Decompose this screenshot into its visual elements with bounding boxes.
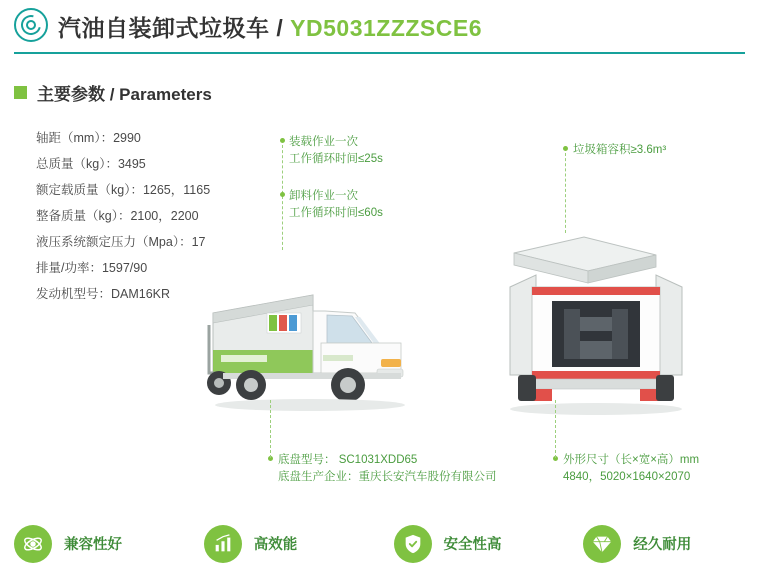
callout-unloading-line2: 工作循环时间≤60s	[289, 207, 383, 219]
callout-chassis-leader-line	[270, 400, 271, 458]
feature-item-compatibility	[0, 525, 190, 563]
feature-item-durability	[569, 525, 759, 563]
parameter-row: 整备质量（kg）：2100，2200	[36, 209, 199, 223]
feature-bar	[0, 508, 759, 579]
feature-item-efficiency	[190, 525, 380, 563]
diamond-durability-icon	[583, 525, 621, 563]
parameter-row: 排量/功率：1597/90	[36, 261, 148, 275]
parameter-row: 总质量（kg）：3495	[36, 157, 146, 171]
truck-side-view-image	[205, 255, 480, 430]
parameter-row: 额定载质量（kg）：1265，1165	[36, 183, 211, 197]
section-title-text: 主要参数 / Parameters	[37, 85, 212, 104]
callout-loading-line2: 工作循环时间≤25s	[289, 153, 383, 165]
page-header	[0, 0, 759, 56]
callout-loading-dot-icon	[280, 138, 285, 143]
feature-item-safety	[380, 525, 570, 563]
callout-bin-volume-line1: 垃圾箱容积≥3.6m³	[573, 144, 667, 156]
callout-loading-cycle	[289, 134, 383, 168]
callout-loading-leader-line	[282, 145, 283, 250]
section-bullet-icon	[14, 86, 27, 99]
callout-chassis-line2: 底盘生产企业：重庆长安汽车股份有限公司	[278, 471, 497, 483]
callout-dimensions-line2: 4840，5020×1640×2070	[563, 471, 691, 483]
callout-unloading-line1: 卸料作业一次	[289, 190, 358, 202]
feature-label: 兼容性好	[64, 537, 122, 553]
page-title-cn: 汽油自装卸式垃圾车	[58, 15, 270, 41]
feature-label: 经久耐用	[633, 537, 692, 553]
feature-label: 安全性高	[443, 537, 502, 553]
callout-dimensions-line1: 外形尺寸（长×宽×高）mm	[563, 454, 700, 466]
callout-unloading-cycle	[289, 188, 383, 222]
truck-rear-view-image	[496, 225, 696, 425]
callout-chassis	[278, 452, 497, 486]
callout-bin-volume	[573, 142, 666, 159]
product-model: YD5031ZZZSCE6	[290, 15, 483, 41]
feature-label: 高效能	[253, 537, 298, 553]
parameter-row: 发动机型号：DAM16KR	[36, 287, 171, 301]
callout-dimensions-leader-line	[555, 400, 556, 458]
callout-bin-volume-leader-line	[565, 153, 566, 233]
bar-chart-efficiency-icon	[204, 525, 242, 563]
parameters-section-heading	[14, 80, 212, 105]
shield-safety-icon	[394, 525, 432, 563]
callout-unloading-dot-icon	[280, 192, 285, 197]
atom-compatibility-icon	[14, 525, 52, 563]
page-title	[58, 10, 482, 43]
callout-loading-line1: 装载作业一次	[289, 136, 358, 148]
circular-eco-logo-icon	[14, 8, 52, 46]
callout-dimensions	[563, 452, 699, 486]
title-separator: /	[269, 15, 291, 41]
parameter-row: 轴距（mm）：2990	[36, 131, 141, 145]
callout-bin-volume-dot-icon	[563, 146, 568, 151]
callout-chassis-line1: 底盘型号： SC1031XDD65	[278, 454, 418, 466]
header-divider	[14, 52, 745, 54]
parameter-row: 液压系统额定压力（Mpa）：17	[36, 235, 206, 249]
